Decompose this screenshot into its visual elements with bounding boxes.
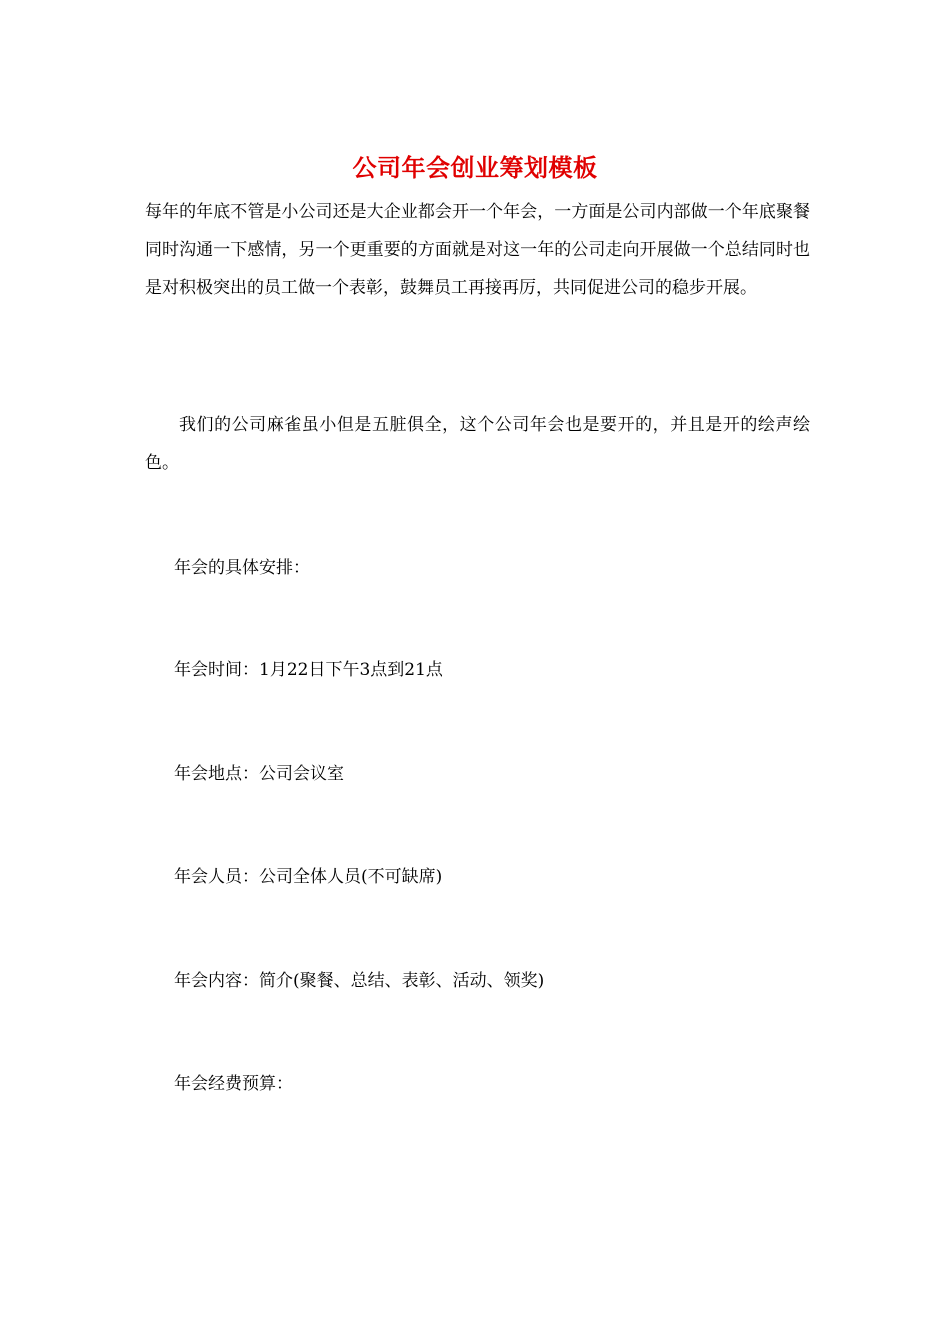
annual-meeting-time: 年会时间：1月22日下午3点到21点 <box>174 660 443 680</box>
annual-meeting-content: 年会内容：简介(聚餐、总结、表彰、活动、领奖) <box>174 971 545 991</box>
intro-paragraph: 每年的年底不管是小公司还是大企业都会开一个年会，一方面是公司内部做一个年底聚餐同时沟通一下感情，另一个更重要的方面就是对这一年的公司走向开展做一个总结同时也是对积极突出的员工做一个表彰，鼓舞员工再接再厉，共同促进公司的稳步开展。 <box>145 202 810 298</box>
document-title: 公司年会创业筹划模板 <box>352 153 598 182</box>
annual-meeting-attendees: 年会人员：公司全体人员(不可缺席) <box>174 867 443 887</box>
annual-meeting-budget: 年会经费预算： <box>174 1074 293 1094</box>
annual-meeting-location: 年会地点：公司会议室 <box>174 764 344 784</box>
company-paragraph: 我们的公司麻雀虽小但是五脏俱全，这个公司年会也是要开的，并且是开的绘声绘色。 <box>145 415 810 473</box>
arrangement-heading: 年会的具体安排： <box>174 558 310 578</box>
